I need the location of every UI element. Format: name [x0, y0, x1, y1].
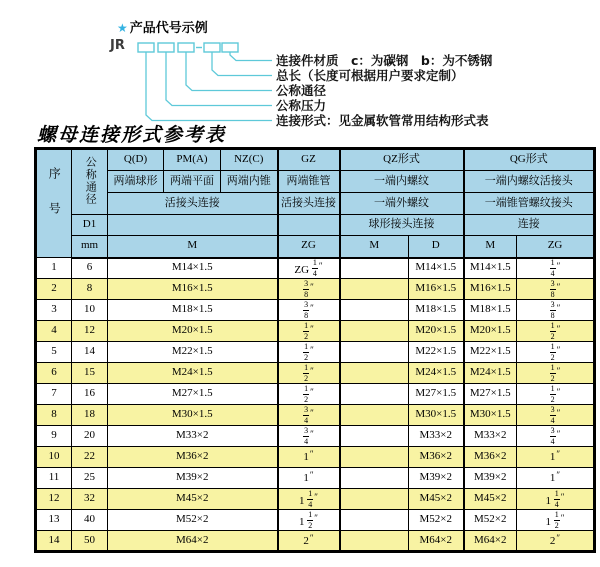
cell-dn: 50	[72, 531, 108, 552]
header-qg-sub2: 一端锥管螺纹接头	[464, 193, 595, 215]
cell-qz-d: M30×1.5	[409, 405, 464, 426]
cell-no: 11	[36, 468, 72, 489]
cell-dn: 40	[72, 510, 108, 531]
cell-no: 14	[36, 531, 72, 552]
cell-dn: 12	[72, 321, 108, 342]
table-row	[36, 468, 595, 489]
table-row	[36, 300, 595, 321]
cell-dn: 6	[72, 258, 108, 279]
code-box	[138, 43, 154, 52]
cell-m: M24×1.5	[108, 363, 278, 384]
cell-qg-zg: 1″	[517, 468, 595, 489]
header-qz: QZ形式	[340, 149, 464, 171]
cell-m: M52×2	[108, 510, 278, 531]
cell-dn: 18	[72, 405, 108, 426]
cell-qz-d: M20×1.5	[409, 321, 464, 342]
cell-m: M30×1.5	[108, 405, 278, 426]
header-nominal-diameter: 公称通径	[72, 149, 108, 215]
cell-no: 6	[36, 363, 72, 384]
cell-qg-m: M20×1.5	[464, 321, 517, 342]
cell-m: M64×2	[108, 531, 278, 552]
cell-zg: 1″	[278, 468, 340, 489]
cell-qg-m: M30×1.5	[464, 405, 517, 426]
cell-qz-m	[340, 342, 409, 363]
connector-line	[230, 52, 272, 61]
cell-m: M27×1.5	[108, 384, 278, 405]
header-gz-union: 活接头连接	[278, 193, 340, 215]
cell-qg-zg: $\frac{1}{2}$ ″	[517, 342, 595, 363]
cell-qg-zg: $\frac{3}{4}$ ″	[517, 426, 595, 447]
header-gz: GZ	[278, 149, 340, 171]
cell-qz-m	[340, 468, 409, 489]
cell-qz-m	[340, 258, 409, 279]
header-qg-row4: 连接	[464, 215, 595, 236]
table-row	[36, 510, 595, 531]
header-pm-sub: 两端平面	[164, 171, 221, 193]
cell-no: 12	[36, 489, 72, 510]
cell-m: M39×2	[108, 468, 278, 489]
cell-qz-m	[340, 447, 409, 468]
cell-qg-zg: $\frac{1}{2}$ ″	[517, 321, 595, 342]
cell-zg: 1 $\frac{1}{2}$ ″	[278, 510, 340, 531]
cell-zg: $\frac{3}{8}$ ″	[278, 279, 340, 300]
header-mm: mm	[72, 236, 108, 258]
header-qz-m-unit: M	[340, 236, 409, 258]
cell-qz-m	[340, 510, 409, 531]
cell-m: M36×2	[108, 447, 278, 468]
header-zg-unit: ZG	[278, 236, 340, 258]
cell-zg: $\frac{3}{4}$ ″	[278, 405, 340, 426]
header-qg-zg-unit: ZG	[517, 236, 595, 258]
cell-dn: 8	[72, 279, 108, 300]
cell-no: 3	[36, 300, 72, 321]
cell-qg-m: M39×2	[464, 468, 517, 489]
cell-qz-d: M14×1.5	[409, 258, 464, 279]
cell-m: M16×1.5	[108, 279, 278, 300]
cell-qg-zg: $\frac{3}{8}$ ″	[517, 279, 595, 300]
product-code-prefix: JR	[110, 38, 125, 53]
cell-m: M45×2	[108, 489, 278, 510]
cell-qz-m	[340, 531, 409, 552]
diagram-label-connection: 连接形式：见金属软管常用结构形式表	[276, 113, 489, 128]
connector-line	[212, 52, 272, 76]
header-q-sub: 两端球形	[108, 171, 164, 193]
cell-qz-d: M39×2	[409, 468, 464, 489]
table-row	[36, 321, 595, 342]
header-m-unit: M	[108, 236, 278, 258]
cell-qg-m: M16×1.5	[464, 279, 517, 300]
cell-no: 2	[36, 279, 72, 300]
table-header	[36, 149, 595, 258]
table-row	[36, 489, 595, 510]
cell-zg: $\frac{3}{8}$ ″	[278, 300, 340, 321]
cell-qg-zg: $\frac{3}{4}$ ″	[517, 405, 595, 426]
cell-zg: ZG $\frac{1}{4}$ ″	[278, 258, 340, 279]
header-qg-sub1: 一端内螺纹活接头	[464, 171, 595, 193]
cell-m: M20×1.5	[108, 321, 278, 342]
cell-qg-m: M36×2	[464, 447, 517, 468]
table-row	[36, 342, 595, 363]
cell-qg-m: M22×1.5	[464, 342, 517, 363]
cell-zg: $\frac{1}{2}$ ″	[278, 342, 340, 363]
cell-qg-zg: $\frac{1}{2}$ ″	[517, 363, 595, 384]
cell-no: 1	[36, 258, 72, 279]
cell-dn: 16	[72, 384, 108, 405]
cell-qg-m: M24×1.5	[464, 363, 517, 384]
cell-qg-zg: 1″	[517, 447, 595, 468]
header-d1: D1	[72, 215, 108, 236]
cell-qz-m	[340, 384, 409, 405]
cell-qz-m	[340, 279, 409, 300]
table-row	[36, 258, 595, 279]
cell-dn: 32	[72, 489, 108, 510]
header-q: Q(D)	[108, 149, 164, 171]
header-qg-m-unit: M	[464, 236, 517, 258]
cell-qz-d: M64×2	[409, 531, 464, 552]
cell-qg-m: M18×1.5	[464, 300, 517, 321]
cell-qz-d: M22×1.5	[409, 342, 464, 363]
table-title: 螺母连接形式参考表	[37, 124, 227, 146]
star-icon: ★	[117, 21, 128, 35]
table-row	[36, 426, 595, 447]
header-pm: PM(A)	[164, 149, 221, 171]
cell-qg-m: M52×2	[464, 510, 517, 531]
cell-dn: 20	[72, 426, 108, 447]
diagram-label-material: 连接件材质 c：为碳钢 b：为不锈钢	[276, 53, 493, 68]
header-blank-left	[108, 215, 278, 236]
cell-dn: 25	[72, 468, 108, 489]
connector-line	[146, 52, 272, 121]
cell-qg-zg: 1 $\frac{1}{4}$ ″	[517, 489, 595, 510]
cell-qg-zg: 1 $\frac{1}{2}$ ″	[517, 510, 595, 531]
header-qz-sub2: 一端外螺纹	[340, 193, 464, 215]
cell-m: M18×1.5	[108, 300, 278, 321]
table-row	[36, 405, 595, 426]
table-row	[36, 279, 595, 300]
header-serial: 序号	[36, 149, 72, 258]
cell-no: 8	[36, 405, 72, 426]
table-row	[36, 531, 595, 552]
cell-qg-m: M27×1.5	[464, 384, 517, 405]
diagram-label-diameter: 公称通径	[276, 83, 327, 98]
cell-qz-d: M33×2	[409, 426, 464, 447]
cell-zg: $\frac{3}{4}$ ″	[278, 426, 340, 447]
cell-m: M33×2	[108, 426, 278, 447]
cell-zg: 1″	[278, 447, 340, 468]
cell-qg-zg: $\frac{1}{2}$ ″	[517, 384, 595, 405]
cell-qg-m: M45×2	[464, 489, 517, 510]
table-row	[36, 363, 595, 384]
cell-no: 9	[36, 426, 72, 447]
cell-qz-d: M16×1.5	[409, 279, 464, 300]
cell-qz-m	[340, 363, 409, 384]
cell-qz-m	[340, 489, 409, 510]
header-nz-sub: 两端内锥	[221, 171, 278, 193]
header-blank-gz	[278, 215, 340, 236]
diagram-label-pressure: 公称压力	[276, 98, 327, 113]
cell-qz-m	[340, 405, 409, 426]
cell-m: M22×1.5	[108, 342, 278, 363]
cell-no: 10	[36, 447, 72, 468]
nut-connection-table	[34, 147, 596, 553]
code-box	[178, 43, 194, 52]
cell-qg-zg: 2″	[517, 531, 595, 552]
cell-dn: 22	[72, 447, 108, 468]
cell-dn: 10	[72, 300, 108, 321]
cell-qz-m	[340, 321, 409, 342]
cell-qz-d: M27×1.5	[409, 384, 464, 405]
cell-qz-d: M18×1.5	[409, 300, 464, 321]
cell-zg: 1 $\frac{1}{4}$ ″	[278, 489, 340, 510]
cell-no: 5	[36, 342, 72, 363]
connector-line	[186, 52, 272, 91]
cell-no: 7	[36, 384, 72, 405]
cell-no: 4	[36, 321, 72, 342]
cell-zg: $\frac{1}{2}$ ″	[278, 321, 340, 342]
cell-qg-zg: $\frac{1}{4}$ ″	[517, 258, 595, 279]
table-row	[36, 447, 595, 468]
header-qg: QG形式	[464, 149, 595, 171]
cell-qz-m	[340, 426, 409, 447]
cell-qz-d: M52×2	[409, 510, 464, 531]
cell-zg: $\frac{1}{2}$ ″	[278, 363, 340, 384]
code-box	[204, 43, 220, 52]
table-row	[36, 384, 595, 405]
code-box	[158, 43, 174, 52]
header-nz: NZ(C)	[221, 149, 278, 171]
cell-qz-d: M45×2	[409, 489, 464, 510]
header-union-connection: 活接头连接	[108, 193, 278, 215]
cell-dn: 15	[72, 363, 108, 384]
cell-no: 13	[36, 510, 72, 531]
code-box	[222, 43, 238, 52]
cell-qg-m: M33×2	[464, 426, 517, 447]
cell-dn: 14	[72, 342, 108, 363]
table-body	[36, 258, 595, 552]
cell-qz-d: M36×2	[409, 447, 464, 468]
diagram-label-length: 总长（长度可根据用户要求定制）	[276, 68, 464, 83]
cell-qg-m: M14×1.5	[464, 258, 517, 279]
header-qz-sub1: 一端内螺纹	[340, 171, 464, 193]
cell-zg: $\frac{1}{2}$ ″	[278, 384, 340, 405]
cell-qz-d: M24×1.5	[409, 363, 464, 384]
diagram-title-text: 产品代号示例	[129, 21, 208, 36]
cell-qg-m: M64×2	[464, 531, 517, 552]
header-qz-d-unit: D	[409, 236, 464, 258]
cell-zg: 2″	[278, 531, 340, 552]
cell-qz-m	[340, 300, 409, 321]
cell-qg-zg: $\frac{3}{8}$ ″	[517, 300, 595, 321]
header-qz-row4: 球形接头连接	[340, 215, 464, 236]
header-gz-sub: 两端锥管	[278, 171, 340, 193]
cell-m: M14×1.5	[108, 258, 278, 279]
